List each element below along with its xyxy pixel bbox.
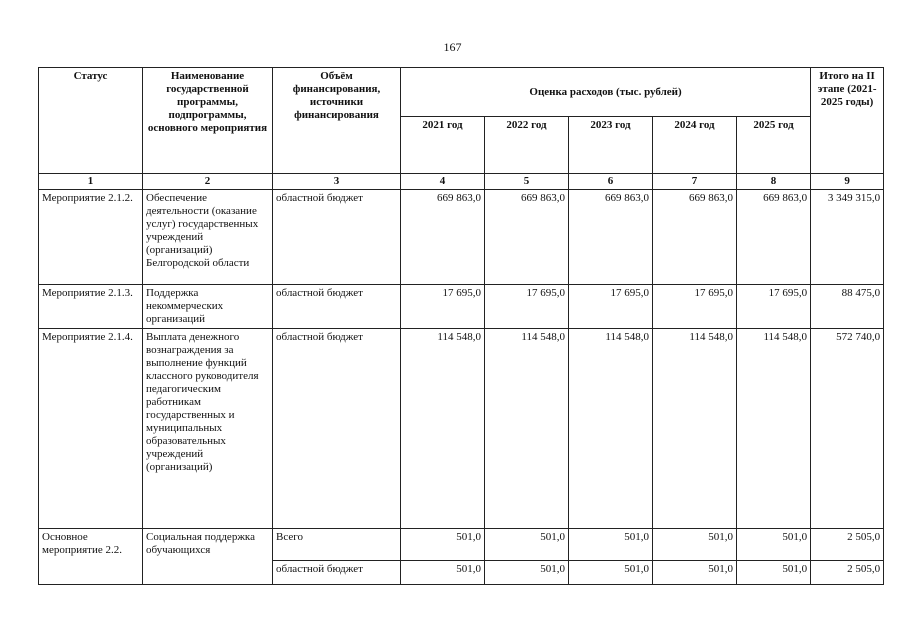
row-value: 114 548,0 <box>401 329 485 529</box>
row-source: областной бюджет <box>273 285 401 329</box>
row-value: 501,0 <box>485 529 569 561</box>
header-year: 2022 год <box>485 117 569 174</box>
column-number: 6 <box>569 174 653 190</box>
header-year: 2024 год <box>653 117 737 174</box>
row-source: Всего <box>273 529 401 561</box>
row-value: 501,0 <box>737 529 811 561</box>
row-value: 501,0 <box>485 561 569 585</box>
row-name: Выплата денежного вознаграждения за выполнение функций классного руководителя педагогическим работникам государственных и муниципальных образовательных учреждений (организаций) <box>143 329 273 529</box>
row-status: Основное мероприятие 2.2. <box>39 529 143 585</box>
header-year: 2021 год <box>401 117 485 174</box>
row-value: 114 548,0 <box>653 329 737 529</box>
row-total: 88 475,0 <box>811 285 884 329</box>
row-value: 114 548,0 <box>737 329 811 529</box>
row-source: областной бюджет <box>273 329 401 529</box>
row-value: 17 695,0 <box>653 285 737 329</box>
header-year: 2023 год <box>569 117 653 174</box>
column-number: 8 <box>737 174 811 190</box>
row-value: 669 863,0 <box>653 190 737 285</box>
header-estimate: Оценка расходов (тыс. рублей) <box>401 68 811 117</box>
row-value: 17 695,0 <box>401 285 485 329</box>
header-name: Наименование государственной программы, подпрограммы, основного мероприятия <box>143 68 273 174</box>
table-row <box>39 329 884 529</box>
column-number: 1 <box>39 174 143 190</box>
row-status: Мероприятие 2.1.2. <box>39 190 143 285</box>
header-total: Итого на II этапе (2021-2025 годы) <box>811 68 884 174</box>
row-name: Социальная поддержка обучающихся <box>143 529 273 585</box>
row-total: 3 349 315,0 <box>811 190 884 285</box>
column-number: 4 <box>401 174 485 190</box>
row-value: 17 695,0 <box>485 285 569 329</box>
row-source: областной бюджет <box>273 561 401 585</box>
row-name: Обеспечение деятельности (оказание услуг) государственных учреждений (организаций) Белгородской области <box>143 190 273 285</box>
table-row <box>39 529 884 561</box>
row-value: 501,0 <box>653 561 737 585</box>
table-row <box>39 285 884 329</box>
column-number: 3 <box>273 174 401 190</box>
row-value: 114 548,0 <box>569 329 653 529</box>
row-value: 501,0 <box>653 529 737 561</box>
row-name: Поддержка некоммерческих организаций <box>143 285 273 329</box>
row-total: 2 505,0 <box>811 529 884 561</box>
row-total: 2 505,0 <box>811 561 884 585</box>
column-number: 2 <box>143 174 273 190</box>
row-value: 17 695,0 <box>569 285 653 329</box>
row-value: 501,0 <box>569 561 653 585</box>
page-number: 167 <box>443 40 462 54</box>
row-value: 669 863,0 <box>569 190 653 285</box>
budget-table <box>38 67 884 585</box>
row-status: Мероприятие 2.1.3. <box>39 285 143 329</box>
header-row-top <box>39 68 884 117</box>
header-funding: Объём финансирования, источники финансирования <box>273 68 401 174</box>
row-value: 669 863,0 <box>737 190 811 285</box>
column-numbers-row <box>39 174 884 190</box>
row-value: 17 695,0 <box>737 285 811 329</box>
header-year: 2025 год <box>737 117 811 174</box>
row-value: 501,0 <box>401 529 485 561</box>
row-value: 669 863,0 <box>401 190 485 285</box>
row-value: 501,0 <box>401 561 485 585</box>
column-number: 7 <box>653 174 737 190</box>
column-number: 9 <box>811 174 884 190</box>
row-source: областной бюджет <box>273 190 401 285</box>
row-total: 572 740,0 <box>811 329 884 529</box>
row-value: 501,0 <box>569 529 653 561</box>
row-value: 669 863,0 <box>485 190 569 285</box>
table-row <box>39 190 884 285</box>
column-number: 5 <box>485 174 569 190</box>
header-status: Статус <box>39 68 143 174</box>
row-value: 114 548,0 <box>485 329 569 529</box>
row-status: Мероприятие 2.1.4. <box>39 329 143 529</box>
row-value: 501,0 <box>737 561 811 585</box>
